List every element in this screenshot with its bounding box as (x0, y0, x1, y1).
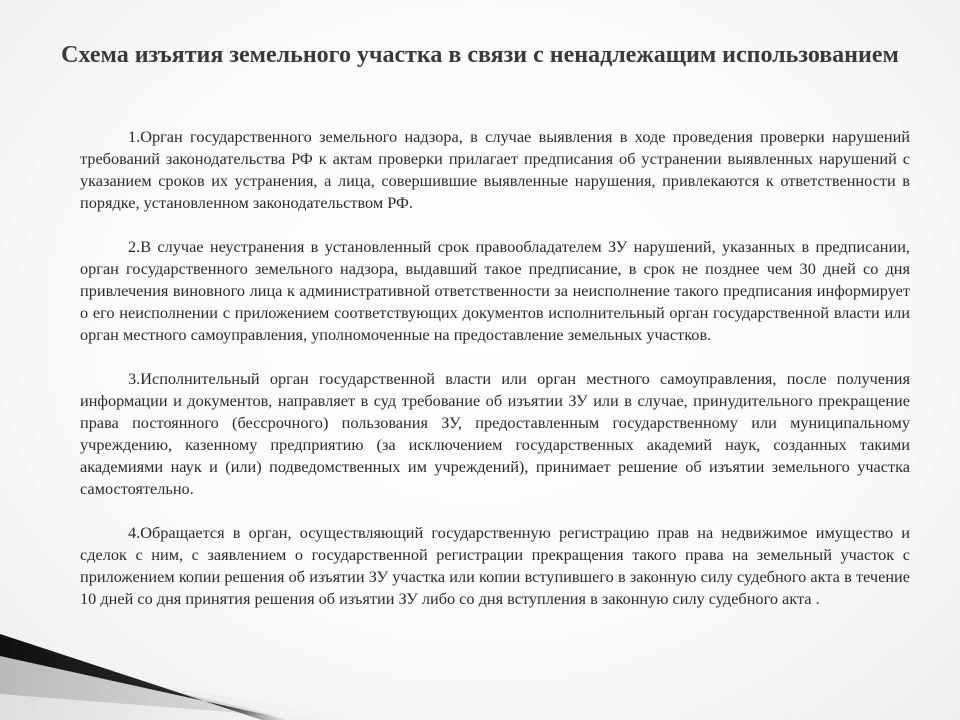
paragraph-1: 1.Орган государственного земельного надзора, в случае выявления в ходе проведения проверки нарушений требований законодательства РФ к актам проверки прилагает предписания об устранении выявленных нарушений с указанием сроков их устранения, а лица, совершившие выявленные нарушения, привлекаются к ответственности в порядке, установленном законодательством РФ. (80, 127, 910, 212)
corner-decoration (0, 600, 380, 720)
slide-body (80, 126, 910, 610)
slide-title: Схема изъятия земельного участка в связи с ненадлежащим использованием (61, 42, 899, 68)
paragraph-2: 2.В случае неустранения в установленный срок правообладателем ЗУ нарушений, указанных в предписании, орган государственного земельного надзора, выдавший такое предписание, в срок не позднее чем 30 дней со дня привлечения виновного лица к административной ответственности за неисполнение такого предписания информирует о его неисполнении с приложением соответствующих документов исполнительный орган государственной власти или орган местного самоуправления, уполномоченные на предоставление земельных участков. (80, 237, 910, 344)
paragraph-4: 4.Обращается в орган, осуществляющий государственную регистрацию прав на недвижимое имущество и сделок с ним, с заявлением о государственной регистрации прекращения такого права на земельный участок с приложением копии решения об изъятии ЗУ участка или копии вступившего в законную силу судебного акта в течение 10 дней со дня принятия решения об изъятии ЗУ либо со дня вступления в законную силу судебного акта . (80, 523, 910, 608)
paragraph-3: 3.Исполнительный орган государственной власти или орган местного самоуправления, после получения информации и документов, направляет в суд требование об изъятии ЗУ или в случае, принудительного прекращение права постоянного (бессрочного) пользования ЗУ, предоставленным государственному или муниципальному учреждению, казенному предприятию (за исключением государственных академий наук, созданных такими академиями наук и (или) подведомственных им учреждений), принимает решение об изъятии земельного участка самостоятельно. (80, 369, 910, 498)
